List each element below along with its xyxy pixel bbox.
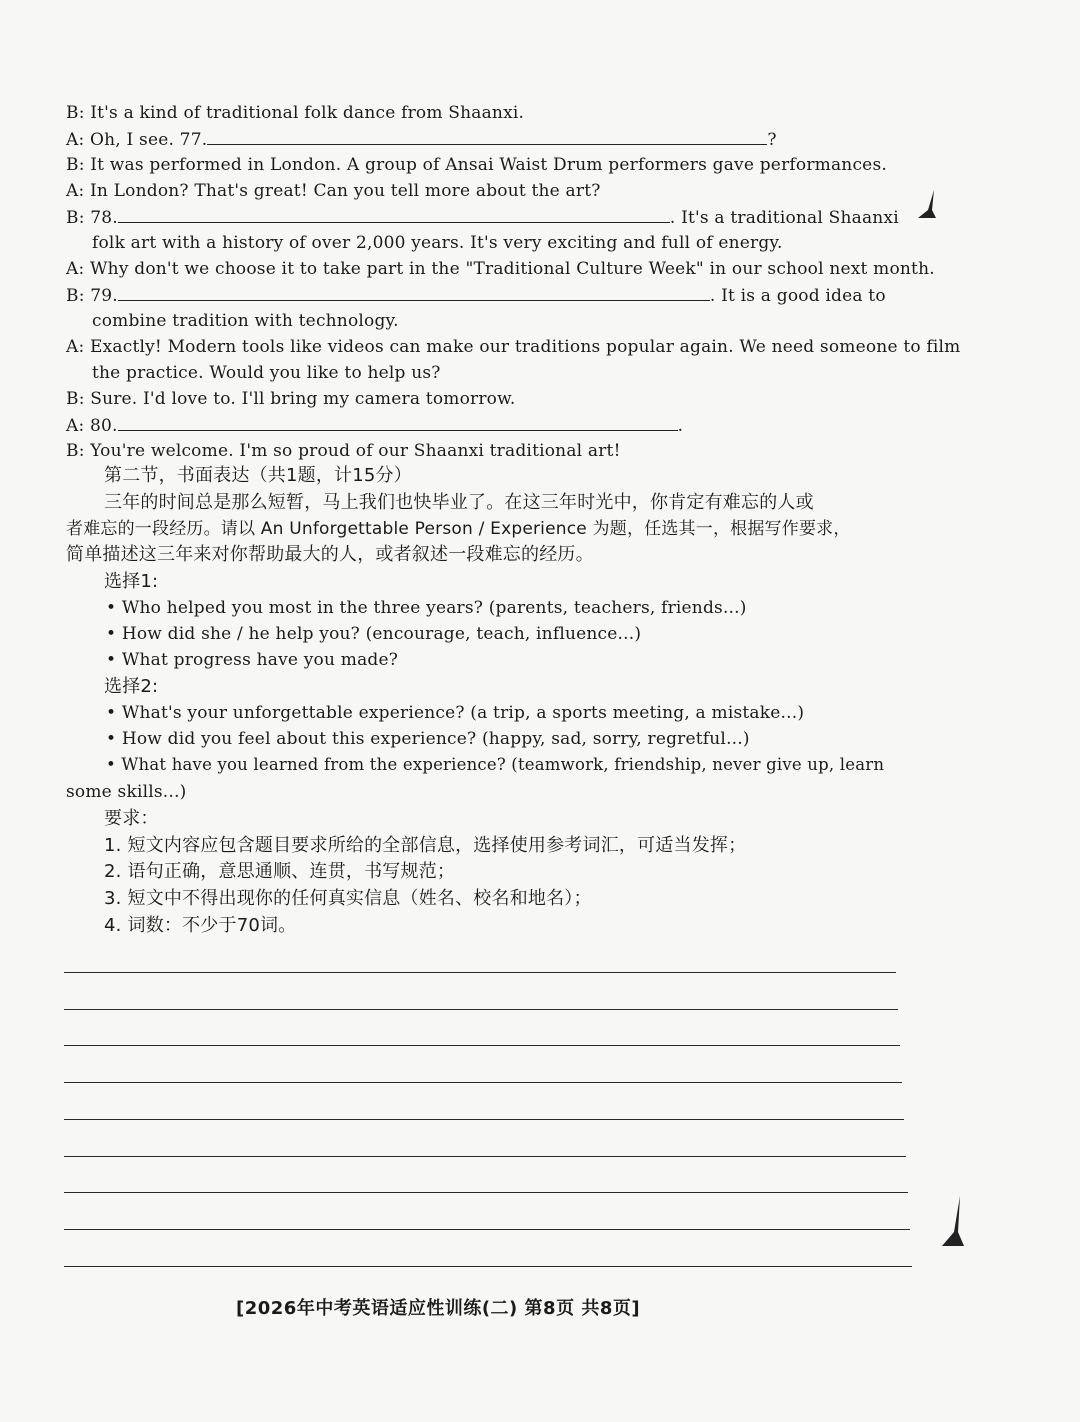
choice-2-item-3: • What have you learned from the experience? (teamwork, friendship, never give up, learn: [106, 755, 885, 774]
writing-line-2[interactable]: [64, 1009, 898, 1010]
dialogue-line-10: A: Exactly! Modern tools like videos can make our traditions popular again. We need someone to film: [66, 337, 961, 357]
dialogue-line-4: A: In London? That's great! Can you tell more about the art?: [66, 181, 601, 201]
binding-mark-bottom: [936, 1194, 966, 1250]
choice-2-item-1: • What's your unforgettable experience? (a trip, a sports meeting, a mistake...): [106, 703, 805, 723]
choice-1-label: 选择1:: [104, 571, 159, 592]
dialogue-line-13: A: 80. .: [66, 412, 896, 439]
bullet-icon: •: [106, 755, 116, 774]
dialogue-line-3: B: It was performed in London. A group of Ansai Waist Drum performers gave performances.: [66, 155, 887, 175]
answer-blank-80[interactable]: [118, 412, 678, 431]
intro-line-2: 者难忘的一段经历。请以 An Unforgettable Person / Experience 为题，任选其一，根据写作要求，: [66, 519, 851, 539]
question-77-number: Oh, I see. 77.: [90, 130, 208, 150]
answer-blank-78[interactable]: [118, 204, 670, 223]
choice-2-item-2: • How did you feel about this experience? (happy, sad, sorry, regretful...): [106, 729, 750, 749]
page-footer: [2026年中考英语适应性训练(二) 第8页 共8页]: [236, 1298, 641, 1319]
writing-line-8[interactable]: [64, 1229, 910, 1230]
dialogue-line-12: B: Sure. I'd love to. I'll bring my camera tomorrow.: [66, 389, 516, 409]
requirement-4: 4. 词数：不少于70词。: [104, 915, 297, 936]
bullet-icon: •: [106, 624, 117, 644]
writing-line-1[interactable]: [64, 972, 896, 973]
section-heading: 第二节，书面表达（共1题，计15分）: [104, 465, 412, 486]
dialogue-line-8: B: 79. . It is a good idea to: [66, 282, 896, 309]
bullet-icon: •: [106, 598, 117, 618]
question-80-number: 80.: [90, 416, 118, 436]
dialogue-line-2: A: Oh, I see. 77. ?: [66, 126, 896, 153]
choice-1-item-1: • Who helped you most in the three years? (parents, teachers, friends...): [106, 598, 747, 618]
bullet-icon: •: [106, 729, 117, 749]
choice-2-label: 选择2:: [104, 676, 159, 697]
intro-line-1: 三年的时间总是那么短暂，马上我们也快毕业了。在这三年时光中，你肯定有难忘的人或: [104, 492, 814, 513]
choice-2-item-3-cont: some skills...): [66, 782, 187, 802]
dialogue-line-7: A: Why don't we choose it to take part in the "Traditional Culture Week" in our school next month.: [66, 259, 935, 279]
requirements-label: 要求：: [104, 808, 159, 829]
writing-line-7[interactable]: [64, 1192, 908, 1193]
writing-line-9[interactable]: [64, 1266, 912, 1267]
bullet-icon: •: [106, 703, 117, 723]
dialogue-line-14: B: You're welcome. I'm so proud of our Shaanxi traditional art!: [66, 441, 621, 461]
dialogue-line-9: combine tradition with technology.: [92, 311, 399, 331]
choice-1-item-2: • How did she / he help you? (encourage, teach, influence...): [106, 624, 642, 644]
choice-1-item-3: • What progress have you made?: [106, 650, 399, 670]
dialogue-line-1: B: It's a kind of traditional folk dance from Shaanxi.: [66, 103, 525, 123]
intro-line-3: 简单描述这三年来对你帮助最大的人，或者叙述一段难忘的经历。: [66, 544, 594, 565]
dialogue-line-6: folk art with a history of over 2,000 years. It's very exciting and full of energy.: [92, 233, 783, 253]
writing-line-3[interactable]: [64, 1045, 900, 1046]
answer-blank-79[interactable]: [118, 282, 710, 301]
writing-line-4[interactable]: [64, 1082, 902, 1083]
question-78-number: 78.: [90, 208, 118, 228]
answer-blank-77[interactable]: [207, 126, 767, 145]
dialogue-line-5: B: 78. . It's a traditional Shaanxi: [66, 204, 896, 231]
requirement-3: 3. 短文中不得出现你的任何真实信息（姓名、校名和地名）；: [104, 888, 592, 909]
dialogue-line-11: the practice. Would you like to help us?: [92, 363, 441, 383]
question-79-number: 79.: [90, 286, 118, 306]
requirement-2: 2. 语句正确，意思通顺、连贯，书写规范；: [104, 861, 456, 882]
writing-line-5[interactable]: [64, 1119, 904, 1120]
writing-line-6[interactable]: [64, 1156, 906, 1157]
bullet-icon: •: [106, 650, 117, 670]
binding-mark-top: [914, 188, 938, 222]
requirement-1: 1. 短文内容应包含题目要求所给的全部信息，选择使用参考词汇，可适当发挥；: [104, 835, 747, 856]
